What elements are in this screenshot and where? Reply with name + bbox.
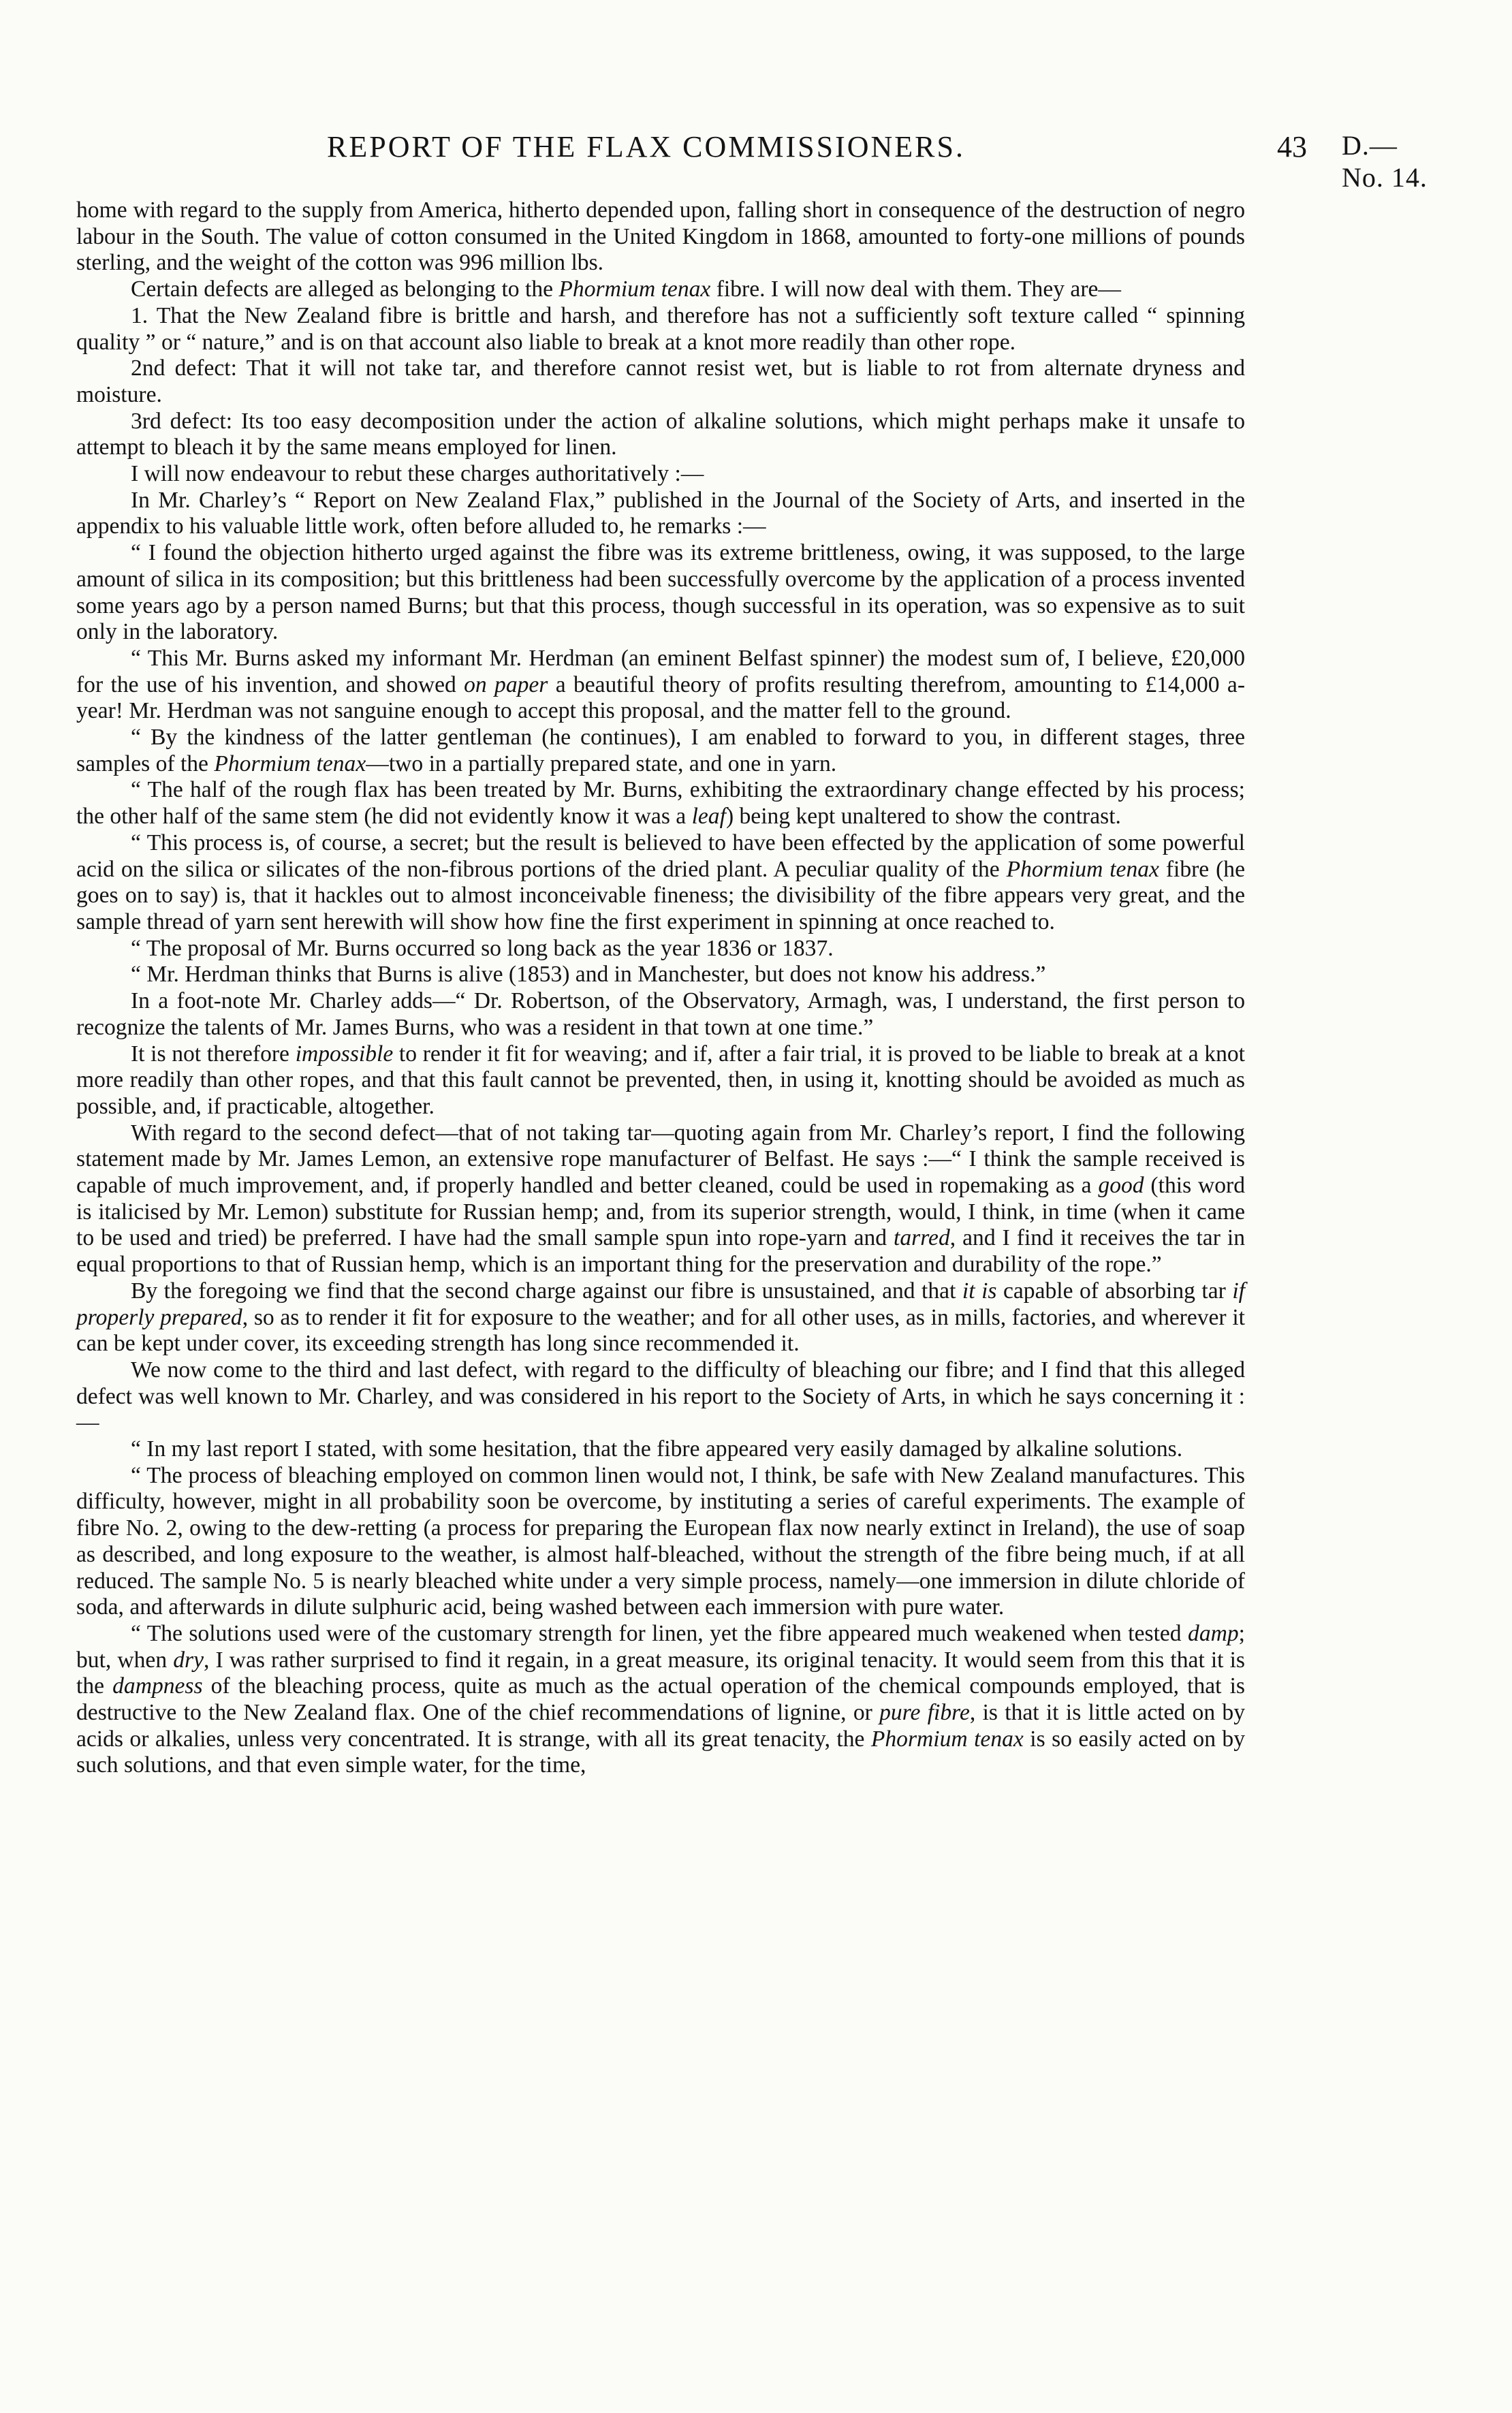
paragraph: “ This process is, of course, a secret; but the result is believed to have been effected by the application of some powerful acid on the silica or silicates of the non-fibrous portions of the dried plant. A peculiar quality of the Phormium tenax fibre (he goes on to say) is, that it hackles out to almost inconceivable fineness; the divisibility of the fibre appears very great, and the sample thread of yarn sent herewith will show how fine the first experiment in spinning at once reached to. bbox=[76, 830, 1245, 934]
italic-text: good bbox=[1098, 1173, 1144, 1199]
paragraph: 3rd defect: Its too easy decomposition under the action of alkaline solutions, which might perhaps make it unsafe to attempt to bleach it by the same means employed for linen. bbox=[76, 408, 1245, 460]
paragraph: Certain defects are alleged as belonging to the Phormium tenax fibre. I will now deal with them. They are— bbox=[131, 277, 1121, 302]
paragraph: In Mr. Charley’s “ Report on New Zealand Flax,” published in the Journal of the Society of Arts, and inserted in the appendix to his valuable little work, often before alluded to, he remarks :— bbox=[76, 487, 1245, 539]
paragraph: “ By the kindness of the latter gentleman (he continues), I am enabled to forward to you, in different stages, three samples of the Phormium tenax—two in a partially prepared state, and one in yarn. bbox=[76, 725, 1245, 776]
paragraph: home with regard to the supply from America, hitherto depended upon, falling short in consequence of the destruction of negro labour in the South. The value of cotton consumed in the United Kingdom in 1868, amounted to forty-one millions of pounds sterling, and the weight of the cotton was 996 million lbs. bbox=[76, 198, 1245, 276]
paragraph: “ In my last report I stated, with some hesitation, that the fibre appeared very easily damaged by alkaline solutions. bbox=[131, 1436, 1183, 1462]
paragraph: It is not therefore impossible to render it fit for weaving; and if, after a fair trial, it is proved to be liable to break at a knot more readily than other ropes, and that this fault cannot be prevented, then, in using it, knotting should be avoided as much as possible, and, if practicable, altogether. bbox=[76, 1041, 1245, 1119]
body-text bbox=[76, 198, 1245, 1779]
italic-text: Phormium tenax bbox=[558, 277, 711, 302]
paragraph: “ I found the objection hitherto urged against the fibre was its extreme brittleness, owing, it was supposed, to the large amount of silica in its composition; but this brittleness had been successfully overcome by the application of a process invented some years ago by a person named Burns; but that this process, though successful in its operation, was so expensive as to suit only in the laboratory. bbox=[76, 540, 1245, 645]
italic-text: dry bbox=[173, 1647, 204, 1673]
paragraph: “ This Mr. Burns asked my informant Mr. Herdman (an eminent Belfast spinner) the modest sum of, I believe, £20,000 for the use of his invention, and showed on paper a beautiful theory of profits resulting therefrom, amounting to £14,000 a-year! Mr. Herdman was not sanguine enough to accept this proposal, and the matter fell to the ground. bbox=[76, 645, 1246, 724]
document-reference: D.—No. 14. bbox=[1342, 130, 1428, 193]
paragraph: “ The process of bleaching employed on common linen would not, I think, be safe with New Zealand manufactures. This difficulty, however, might in all probability soon be overcome, by instituting a series of careful experiments. The example of fibre No. 2, owing to the dew-retting (a process for preparing the European flax now nearly extinct in Ireland), the use of soap as described, and long exposure to the weather, is almost half-bleached, without the strength of the fibre being much, if at all reduced. The sample No. 5 is nearly bleached white under a very simple process, namely—one immersion in dilute chloride of soda, and afterwards in dilute sulphuric acid, being washed between each immersion with pure water. bbox=[76, 1462, 1245, 1620]
running-header bbox=[75, 129, 1437, 193]
italic-text: tarred bbox=[894, 1225, 950, 1251]
paragraph: “ Mr. Herdman thinks that Burns is alive (1853) and in Manchester, but does not know his address.” bbox=[131, 962, 1046, 988]
italic-text: dampness bbox=[112, 1673, 203, 1699]
paragraph: “ The proposal of Mr. Burns occurred so long back as the year 1836 or 1837. bbox=[131, 935, 834, 961]
italic-text: on paper bbox=[464, 672, 548, 697]
paragraph: “ The solutions used were of the customary strength for linen, yet the fibre appeared much weakened when tested damp; but, when dry, I was rather surprised to find it regain, in a great measure, its original tenacity. It would seem from this that it is the dampness of the bleaching process, quite as much as the actual operation of the chemical compounds employed, that is destructive to the New Zealand flax. One of the chief recommendations of lignine, or pure fibre, is that it is little acted on by acids or alkalies, unless very concentrated. It is strange, with all its great tenacity, the Phormium tenax is so easily acted on by such solutions, and that even simple water, for the time, bbox=[76, 1620, 1246, 1778]
paragraph: In a foot-note Mr. Charley adds—“ Dr. Robertson, of the Observatory, Armagh, was, I understand, the first person to recognize the talents of Mr. James Burns, who was a resident in that town at one time.” bbox=[76, 988, 1245, 1040]
italic-text: it is bbox=[962, 1278, 997, 1304]
italic-text: Phormium tenax bbox=[870, 1726, 1024, 1752]
italic-text: damp bbox=[1188, 1620, 1239, 1646]
italic-text: if properly prepared bbox=[76, 1278, 1245, 1330]
page-number: 43 bbox=[1277, 130, 1307, 163]
paragraph: 2nd defect: That it will not take tar, and therefore cannot resist wet, but is liable to rot from alternate dryness and moisture. bbox=[76, 356, 1245, 407]
italic-text: leaf bbox=[691, 804, 726, 830]
paragraph: I will now endeavour to rebut these charges authoritatively :— bbox=[131, 461, 704, 487]
paragraph: We now come to the third and last defect, with regard to the difficulty of bleaching our fibre; and I find that this alleged defect was well known to Mr. Charley, and was considered in his report to the Society of Arts, in which he says concerning it :— bbox=[76, 1357, 1245, 1436]
paragraph: By the foregoing we find that the second charge against our fibre is unsustained, and that it is capable of absorbing tar if properly prepared, so as to render it fit for exposure to the weather; and for all other uses, as in mills, factories, and wherever it can be kept under cover, its exceeding strength has long since recommended it. bbox=[76, 1278, 1245, 1357]
paragraph: “ The half of the rough flax has been treated by Mr. Burns, exhibiting the extraordinary change effected by his process; the other half of the same stem (he did not evidently know it was a leaf) being kept unaltered to show the contrast. bbox=[76, 777, 1245, 830]
italic-text: Phormium tenax bbox=[214, 751, 366, 776]
italic-text: Phormium tenax bbox=[1006, 856, 1159, 882]
italic-text: impossible bbox=[295, 1041, 394, 1067]
page-title: REPORT OF THE FLAX COMMISSIONERS. bbox=[327, 130, 965, 163]
italic-text: pure fibre bbox=[879, 1700, 970, 1726]
paragraph: With regard to the second defect—that of not taking tar—quoting again from Mr. Charley’s report, I find the following statement made by Mr. James Lemon, an extensive rope manufacturer of Belfast. He says :—“ I think the sample received is capable of much improvement, and, if properly handled and better cleaned, could be used in ropemaking as a good (this word is italicised by Mr. Lemon) substitute for Russian hemp; and, from its superior strength, would, I think, in time (when it came to be used and tried) be preferred. I have had the small sample spun into rope-yarn and tarred, and I find it receives the tar in equal proportions to that of Russian hemp, which is an important thing for the preservation and durability of the rope.” bbox=[76, 1120, 1245, 1278]
paragraph: 1. That the New Zealand fibre is brittle and harsh, and therefore has not a sufficiently soft texture called “ spinning quality ” or “ nature,” and is on that account also liable to break at a knot more readily than other rope. bbox=[76, 302, 1245, 355]
